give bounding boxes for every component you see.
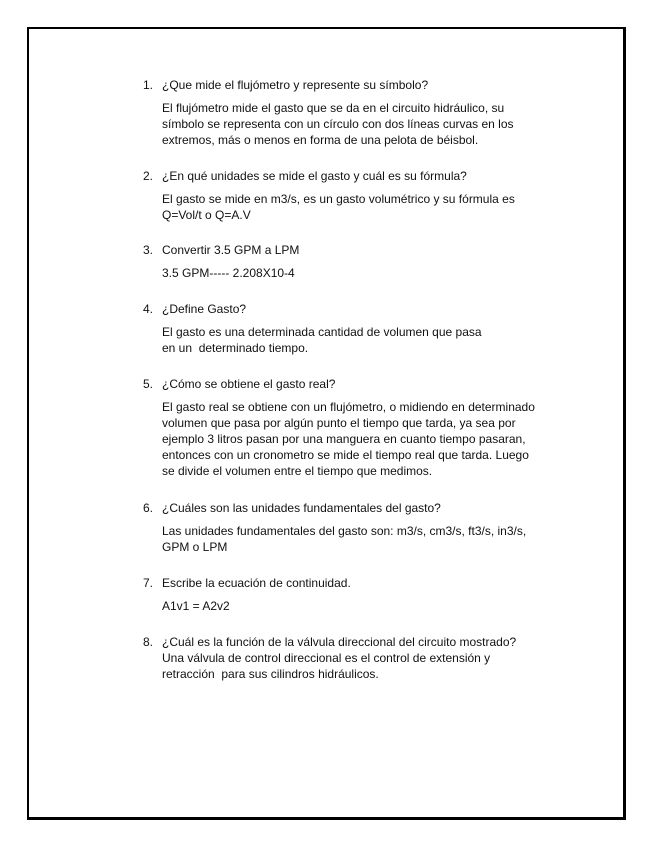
question-number: 3. <box>143 243 154 257</box>
answer-line: 3.5 GPM----- 2.208X10-4 <box>162 266 295 280</box>
question-number: 7. <box>143 576 154 590</box>
question-item-7 <box>143 575 583 614</box>
question-number: 1. <box>143 78 154 92</box>
question-item-6 <box>143 500 583 555</box>
answer-line: Una válvula de control direccional es el control de extensión y <box>162 651 491 665</box>
answer-line: El gasto es una determinada cantidad de volumen que pasa <box>162 325 482 339</box>
question-number: 6. <box>143 501 154 515</box>
answer-text <box>162 523 583 555</box>
answer-text <box>162 399 583 479</box>
question-number: 4. <box>143 302 154 316</box>
question-text: Escribe la ecuación de continuidad. <box>162 576 351 590</box>
answer-line: Las unidades fundamentales del gasto son: m3/s, cm3/s, ft3/s, in3/s, <box>162 524 527 538</box>
question-item-3 <box>143 242 583 281</box>
answer-line: El flujómetro mide el gasto que se da en el circuito hidráulico, su <box>162 101 505 115</box>
answer-line: extremos, más o menos en forma de una pelota de béisbol. <box>162 133 479 147</box>
question-text: ¿Cómo se obtiene el gasto real? <box>162 377 336 391</box>
answer-line: en un determinado tiempo. <box>162 341 309 355</box>
question-item-2 <box>143 168 583 223</box>
answer-text <box>162 598 583 614</box>
answer-text <box>162 324 583 356</box>
question-item-8 <box>143 634 583 682</box>
question-text: Convertir 3.5 GPM a LPM <box>162 243 300 257</box>
question-text: ¿Define Gasto? <box>162 302 247 316</box>
answer-text <box>162 100 583 148</box>
answer-line: se divide el volumen entre el tiempo que medimos. <box>162 464 433 478</box>
answer-line: retracción para sus cilindros hidráulicos. <box>162 667 379 681</box>
answer-line: A1v1 = A2v2 <box>162 599 230 613</box>
question-number: 5. <box>143 377 154 391</box>
answer-line: GPM o LPM <box>162 540 228 554</box>
answer-text <box>162 650 583 682</box>
answer-line: volumen que pasa por algún punto el tiempo que tarda, ya sea por <box>162 416 516 430</box>
question-item-5 <box>143 376 583 479</box>
answer-line: símbolo se representa con un círculo con dos líneas curvas en los <box>162 117 514 131</box>
question-number: 2. <box>143 169 154 183</box>
document-page <box>27 27 626 820</box>
question-text: ¿Que mide el flujómetro y represente su símbolo? <box>162 78 429 92</box>
answer-line: entonces con un cronometro se mide el tiempo real que tarda. Luego <box>162 448 529 462</box>
question-text: ¿Cuál es la función de la válvula direccional del circuito mostrado? <box>162 635 517 649</box>
answer-text <box>162 191 583 223</box>
question-item-4 <box>143 301 583 356</box>
question-text: ¿En qué unidades se mide el gasto y cuál es su fórmula? <box>162 169 467 183</box>
question-number: 8. <box>143 635 154 649</box>
answer-line: ejemplo 3 litros pasan por una manguera en cuanto tiempo pasaran, <box>162 432 526 446</box>
answer-line: Q=Vol/t o Q=A.V <box>162 208 251 222</box>
question-item-1 <box>143 77 583 148</box>
question-text: ¿Cuáles son las unidades fundamentales del gasto? <box>162 501 441 515</box>
question-list <box>143 77 583 682</box>
answer-line: El gasto real se obtiene con un flujómetro, o midiendo en determinado <box>162 400 535 414</box>
answer-line: El gasto se mide en m3/s, es un gasto volumétrico y su fórmula es <box>162 192 515 206</box>
answer-text <box>162 265 583 281</box>
